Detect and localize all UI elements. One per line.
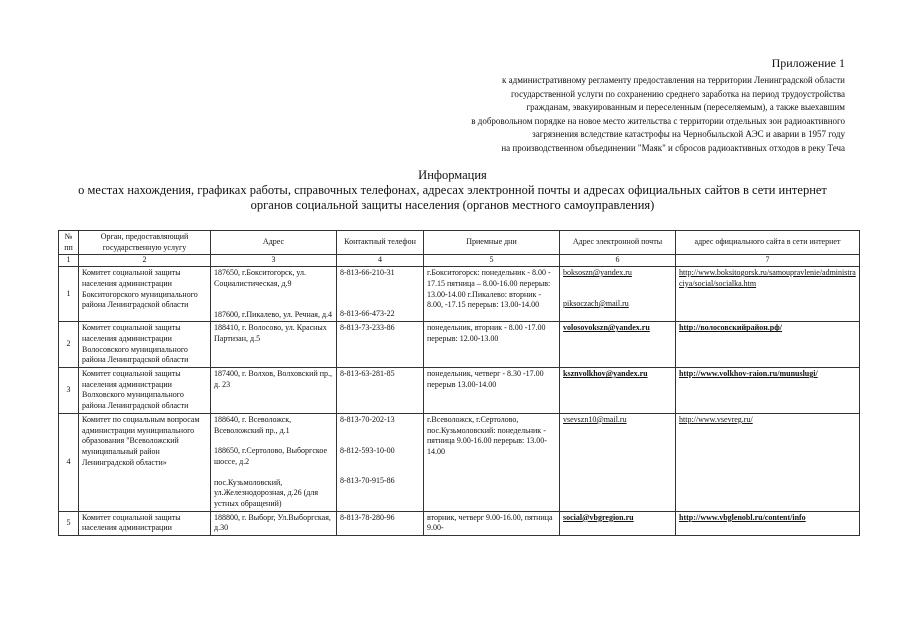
header-email: Адрес электронной почты xyxy=(560,231,676,255)
email-link[interactable]: volosovokszn@yandex.ru xyxy=(563,323,650,333)
address-line: 187650, г.Бокситогорск, ул. Социалистическая, д.9 xyxy=(214,268,307,288)
website-cell xyxy=(676,322,860,368)
appendix-line: в добровольном порядке на новое место жительства с территории отдельных зон радиоактивного xyxy=(471,115,845,126)
information-title: Информация xyxy=(418,168,487,182)
header-phone: Контактный телефон xyxy=(337,231,424,255)
phone-cell xyxy=(337,413,424,511)
column-number: 1 xyxy=(59,255,79,267)
phone-number: 8-813-78-280-96 xyxy=(337,511,424,535)
information-subtitle-line1: о местах нахождения, графиках работы, справочных телефонах, адресах электронной почты и адресах официальных сайтов в сети интернет xyxy=(78,183,827,197)
column-number: 5 xyxy=(424,255,560,267)
header-organ: Орган, предоставляющий государственную услугу xyxy=(79,231,211,255)
appendix-line: на производственном объединении "Маяк" и сбросов радиоактивных отходов в реку Теча xyxy=(501,142,845,153)
column-number: 4 xyxy=(337,255,424,267)
phone-number: 8-813-70-202-13 xyxy=(340,414,395,424)
email-link[interactable]: social@vbgregion.ru xyxy=(563,512,634,522)
website-cell xyxy=(676,511,860,535)
organ-name: Комитет социальной защиты населения администрации Волховского муниципального района Ленинградской области xyxy=(79,368,211,414)
appendix-line: загрязнения вследствие катастрофы на Чернобыльской АЭС и аварии в 1957 году xyxy=(532,129,845,140)
organ-name: Комитет социальной защиты населения администрации xyxy=(79,511,211,535)
appendix-line: государственной услуги по сохранению среднего заработка на период трудоустройства xyxy=(510,88,845,99)
organ-name: Комитет по социальным вопросам администрации муниципального образования "Всеволожский муниципальный район Ленинградской области» xyxy=(79,413,211,511)
website-link[interactable]: http://www.volkhov-raion.ru/munuslugi/ xyxy=(679,369,818,379)
website-link[interactable]: http://волосовскийрайон.рф/ xyxy=(679,323,783,333)
row-number: 5 xyxy=(59,511,79,535)
website-link[interactable]: http://www.vbglenobl.ru/content/info xyxy=(679,512,806,522)
table-row xyxy=(59,267,860,322)
address-cell xyxy=(211,267,337,322)
phone-number: 8-813-70-915-86 xyxy=(340,476,395,486)
table-header-row xyxy=(59,231,860,255)
address-cell: 188800, г. Выборг, Ул.Выборгская, д.30 xyxy=(211,511,337,535)
appendix-line: гражданам, эвакуированным и переселенным (переселяемым), а также выехавшим xyxy=(526,102,845,113)
phone-number: 8-813-73-233-86 xyxy=(337,322,424,368)
column-number: 6 xyxy=(560,255,676,267)
column-number: 2 xyxy=(79,255,211,267)
phone-cell xyxy=(337,267,424,322)
phone-number: 8-812-593-10-00 xyxy=(340,445,395,455)
row-number: 1 xyxy=(59,267,79,322)
address-line: 188650, г.Сертолово, Выборгское шоссе, д.2 xyxy=(214,446,327,466)
email-cell xyxy=(560,511,676,535)
row-number: 3 xyxy=(59,368,79,414)
appendix-line: к административному регламенту предоставления на территории Ленинградской области xyxy=(502,75,845,85)
reception-days: г.Всеволожск, г.Сертолово, пос.Кузьмоловский: понедельник - пятница 9.00-16.00 перерыв: 13.00-14.00 xyxy=(424,413,560,511)
website-link[interactable]: http://www.boksitogorsk.ru/samoupravlenie/administraciya/social/socialka.htm xyxy=(679,268,856,288)
email-link[interactable]: ksznvolkhov@yandex.ru xyxy=(563,369,648,379)
website-cell xyxy=(676,267,860,322)
reception-days: г.Бокситогорск: понедельник - 8.00 - 17.15 пятница – 8.00-16.00 перерыв: 13.00-14.00 г.Пикалево: вторник - 8.00, -17.15 перерыв: 13.00-14.00 xyxy=(424,267,560,322)
table-row xyxy=(59,413,860,511)
header-reception-days: Приемные дни xyxy=(424,231,560,255)
email-link[interactable]: vsevszn10@mail.ru xyxy=(563,414,627,424)
reception-days: вторник, четверг 9.00-16.00, пятница 9.00- xyxy=(424,511,560,535)
address-cell: 187400, г. Волхов, Волховский пр., д. 23 xyxy=(211,368,337,414)
email-link[interactable]: piksoczach@mail.ru xyxy=(563,298,629,308)
address-cell: 188410, г. Волосово, ул. Красных Партизан, д.5 xyxy=(211,322,337,368)
email-cell xyxy=(560,413,676,511)
row-number: 4 xyxy=(59,413,79,511)
organ-name: Комитет социальной защиты населения администрации Волосовского муниципального района Ленинградской области xyxy=(79,322,211,368)
column-number: 7 xyxy=(676,255,860,267)
email-link[interactable]: boksoszn@yandex.ru xyxy=(563,268,632,278)
email-cell xyxy=(560,322,676,368)
address-line: пос.Кузьмоловский, ул.Железнодорозная, д.26 (для устных обращений) xyxy=(214,477,319,509)
address-line: 188640, г. Всеволожск, Всеволожский пр., д.1 xyxy=(214,414,292,435)
table-row xyxy=(59,511,860,535)
information-subtitle-line2: органов социальной защиты населения (органов местного самоуправления) xyxy=(250,198,655,212)
organ-name: Комитет социальной защиты населения администрации Бокситогорского муниципального района Ленинградской области xyxy=(79,267,211,322)
offices-table xyxy=(58,230,860,536)
information-heading xyxy=(40,168,865,213)
phone-number: 8-813-66-210-31 xyxy=(340,268,395,278)
row-number: 2 xyxy=(59,322,79,368)
appendix-header xyxy=(375,56,845,156)
table-row xyxy=(59,322,860,368)
column-number: 3 xyxy=(211,255,337,267)
address-line: 187600, г.Пикалево, ул. Речная, д.4 xyxy=(214,309,333,319)
email-cell xyxy=(560,267,676,322)
reception-days: понедельник, вторник - 8.00 -17.00 перерыв: 12.00-13.00 xyxy=(424,322,560,368)
phone-number: 8-813-66-473-22 xyxy=(340,308,395,318)
reception-days: понедельник, четверг - 8.30 -17.00 перерыв 13.00-14.00 xyxy=(424,368,560,414)
header-address: Адрес xyxy=(211,231,337,255)
header-number: № пп xyxy=(59,231,79,255)
address-cell xyxy=(211,413,337,511)
website-link[interactable]: http://www.vsevreg.ru/ xyxy=(679,414,753,424)
website-cell xyxy=(676,368,860,414)
website-cell xyxy=(676,413,860,511)
phone-number: 8-813-63-281-85 xyxy=(337,368,424,414)
column-number-row xyxy=(59,255,860,267)
email-cell xyxy=(560,368,676,414)
table-row xyxy=(59,368,860,414)
appendix-title: Приложение 1 xyxy=(771,56,845,70)
header-website: адрес официального сайта в сети интернет xyxy=(676,231,860,255)
